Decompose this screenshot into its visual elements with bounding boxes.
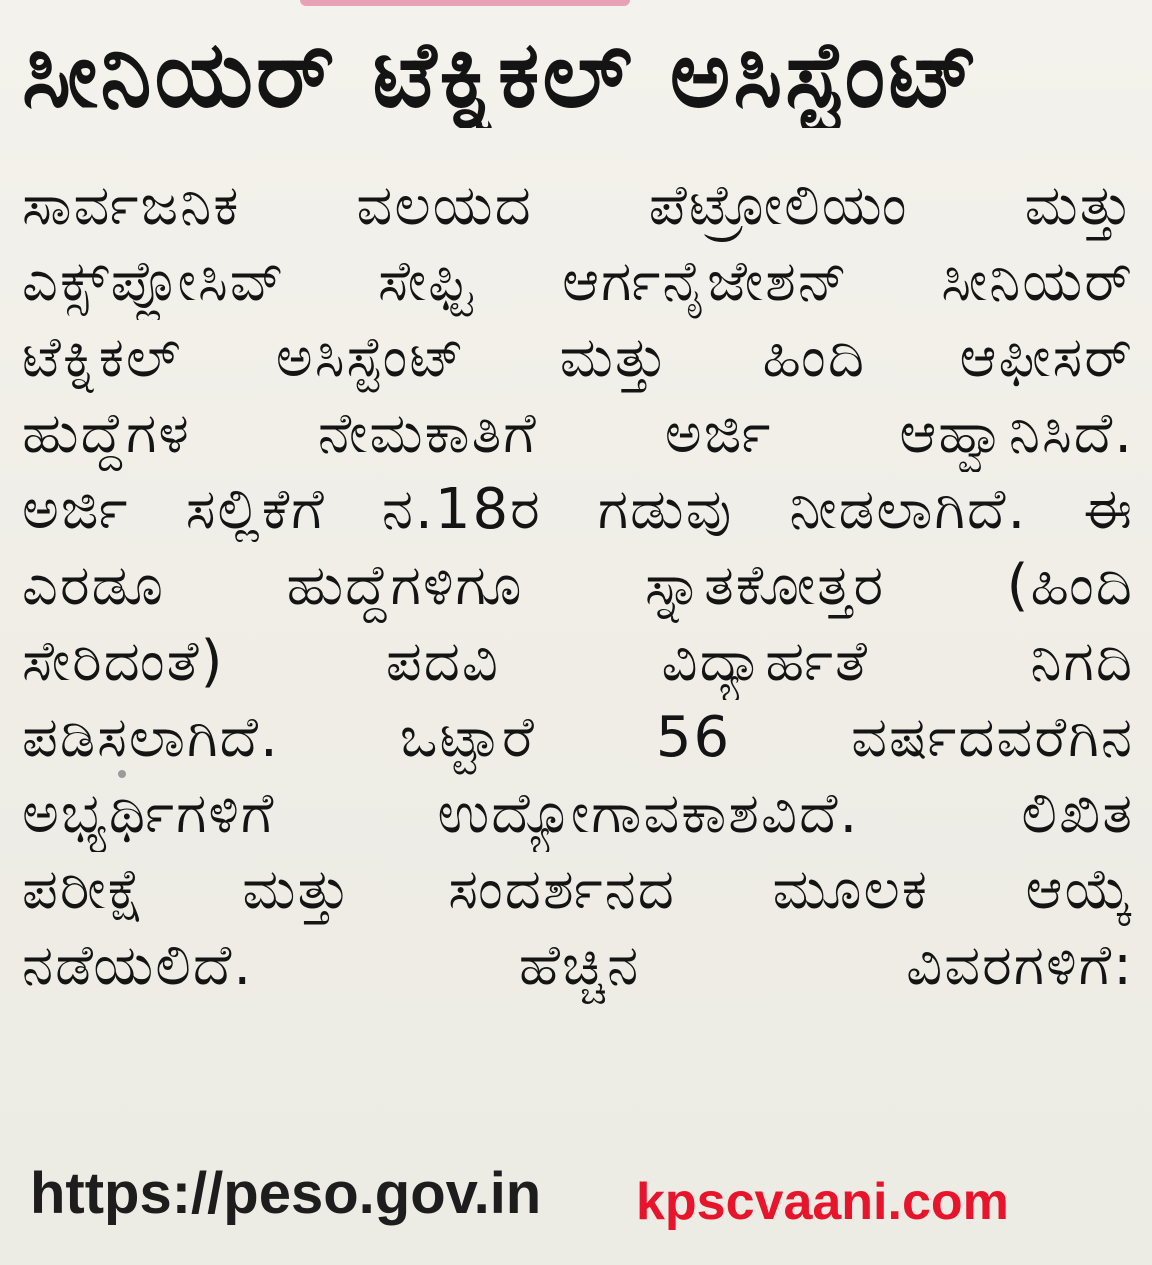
body-line: ಪಡಿಸಲಾಗಿದೆ. ಒಟ್ಟಾರೆ 56 ವರ್ಷದವರೆಗಿನ	[22, 705, 1134, 770]
watermark: kpscvaani.com	[636, 1173, 1009, 1231]
body-line: ಟೆಕ್ನಿಕಲ್ ಅಸಿಸ್ಟೆಂಟ್ ಮತ್ತು ಹಿಂದಿ ಆಫೀಸರ್	[22, 325, 1134, 390]
article-body	[22, 168, 1134, 1004]
body-line: ಪರೀಕ್ಷೆ ಮತ್ತು ಸಂದರ್ಶನದ ಮೂಲಕ ಆಯ್ಕೆ	[22, 857, 1134, 922]
print-speck	[118, 770, 126, 778]
body-line: ಹುದ್ದೆಗಳ ನೇಮಕಾತಿಗೆ ಅರ್ಜಿ ಆಹ್ವಾನಿಸಿದೆ.	[22, 401, 1134, 466]
body-line: ಸೇರಿದಂತೆ) ಪದವಿ ವಿದ್ಯಾರ್ಹತೆ ನಿಗದಿ	[22, 629, 1134, 694]
source-url: https://peso.gov.in	[30, 1161, 542, 1226]
torn-paper-edge	[300, 0, 630, 6]
article-headline: ಸೀನಿಯರ್ ಟೆಕ್ನಿಕಲ್ ಅಸಿಸ್ಟೆಂಟ್	[22, 22, 982, 128]
body-line: ಅರ್ಜಿ ಸಲ್ಲಿಕೆಗೆ ನ.18ರ ಗಡುವು ನೀಡಲಾಗಿದೆ. ಈ	[22, 477, 1134, 542]
body-line: ಅಭ್ಯರ್ಥಿಗಳಿಗೆ ಉದ್ಯೋಗಾವಕಾಶವಿದೆ. ಲಿಖಿತ	[22, 781, 1134, 846]
body-line: ನಡೆಯಲಿದೆ. ಹೆಚ್ಚಿನ ವಿವರಗಳಿಗೆ:	[22, 933, 1134, 998]
body-line: ಎರಡೂ ಹುದ್ದೆಗಳಿಗೂ ಸ್ನಾತಕೋತ್ತರ (ಹಿಂದಿ	[22, 553, 1134, 618]
body-line: ಎಕ್ಸ್‌ಪ್ಲೋಸಿವ್ ಸೇಫ್ಟಿ ಆರ್ಗನೈಜೇಶನ್ ಸೀನಿಯರ್	[22, 249, 1134, 314]
body-line: ಸಾರ್ವಜನಿಕ ವಲಯದ ಪೆಟ್ರೋಲಿಯಂ ಮತ್ತು	[22, 173, 1134, 238]
